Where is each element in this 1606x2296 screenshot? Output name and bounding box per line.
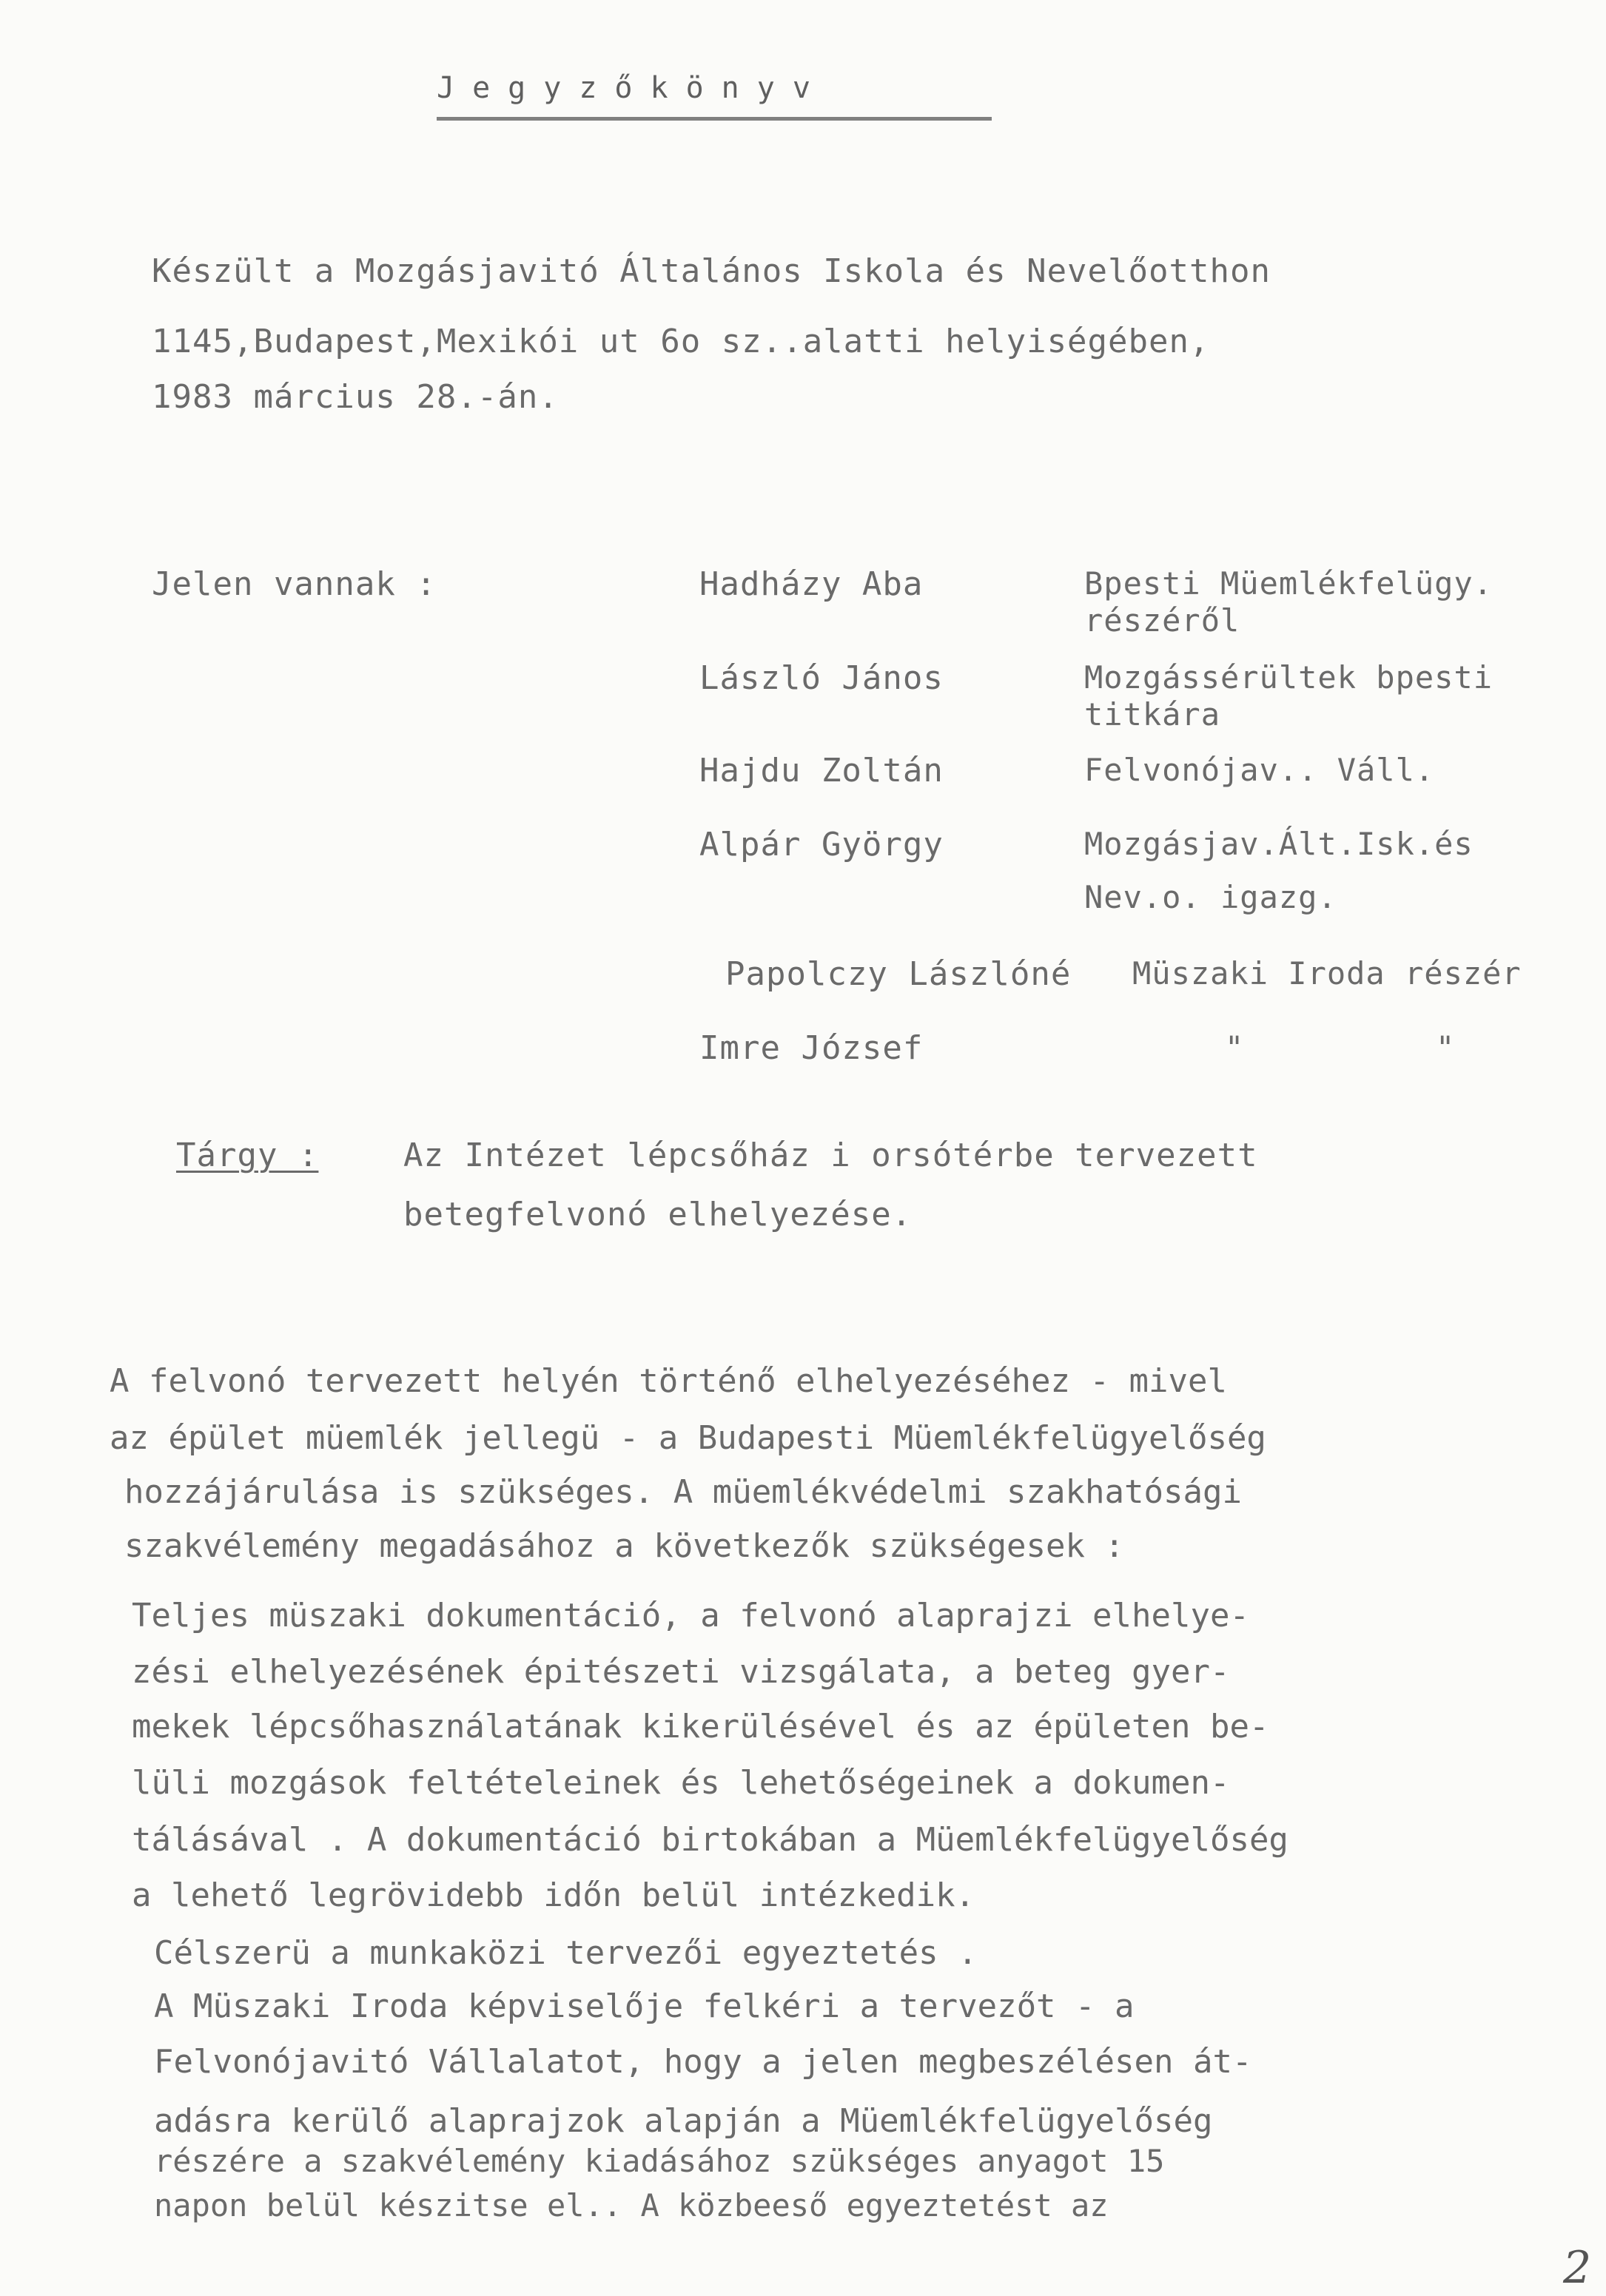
attendee-name: Hadházy Aba [699, 565, 924, 603]
body-line: zési elhelyezésének épitészeti vizsgálata, a beteg gyer- [132, 1653, 1230, 1691]
attendee-name: Imre József [699, 1029, 924, 1067]
ditto-mark: " [1436, 1029, 1456, 1065]
attendee-role: Bpesti Müemlékfelügy. [1084, 565, 1494, 602]
body-line: a lehető legrövidebb időn belül intézkedik. [132, 1876, 975, 1914]
attendee-role: Müszaki Iroda részér [1132, 955, 1522, 992]
body-line: adásra kerülő alaprajzok alapján a Müemlékfelügyelőség [154, 2102, 1213, 2140]
body-line: szakvélemény megadásához a következők szükségesek : [124, 1527, 1125, 1565]
body-line: Felvonójavitó Vállalatot, hogy a jelen megbeszélésen át- [154, 2043, 1252, 2081]
title-underline [437, 117, 992, 121]
attendee-role: Mozgássérültek bpesti [1084, 659, 1494, 696]
body-line: tálásával . A dokumentáció birtokában a Müemlékfelügyelőség [132, 1821, 1289, 1859]
body-line: A Müszaki Iroda képviselője felkéri a tervezőt - a [154, 1987, 1135, 2025]
attendee-role: Mozgásjav.Ált.Isk.és [1084, 826, 1474, 862]
page-number: 2 [1563, 2242, 1592, 2294]
attendee-name: Hajdu Zoltán [699, 752, 944, 790]
body-line: mekek lépcsőhasználatának kikerülésével és az épületen be- [132, 1708, 1269, 1745]
attendee-role: Felvonójav.. Váll. [1084, 752, 1435, 788]
body-line: hozzájárulása is szükséges. A müemlékvédelmi szakhatósági [124, 1473, 1242, 1511]
body-line: napon belül készitse el.. A közbeeső egyeztetést az [154, 2187, 1109, 2223]
body-line: Teljes müszaki dokumentáció, a felvonó alaprajzi elhelye- [132, 1597, 1249, 1635]
body-line: A felvonó tervezett helyén történő elhelyezéséhez - mivel [110, 1362, 1227, 1400]
subject-line-1: Az Intézet lépcsőház i orsótérbe tervezett [403, 1137, 1258, 1174]
attendee-role: részéről [1084, 602, 1240, 639]
attendee-name: László János [699, 659, 944, 697]
subject-label: Tárgy : [176, 1137, 319, 1174]
intro-line-2: 1145,Budapest,Mexikói ut 6o sz..alatti helyiségében, [152, 323, 1210, 360]
document-title: Jegyzőkönyv [437, 71, 828, 105]
attendee-role: titkára [1084, 696, 1221, 733]
body-line: lüli mozgások feltételeinek és lehetőségeinek a dokumen- [132, 1764, 1230, 1802]
attendee-role: Nev.o. igazg. [1084, 879, 1337, 915]
attendance-label: Jelen vannak : [152, 565, 437, 603]
ditto-mark: " [1225, 1029, 1245, 1065]
attendee-name: Papolczy Lászlóné [725, 955, 1072, 993]
subject-line-2: betegfelvonó elhelyezése. [403, 1196, 913, 1233]
body-line: az épület müemlék jellegü - a Budapesti Müemlékfelügyelőség [110, 1419, 1266, 1457]
intro-line-1: Készült a Mozgásjavitó Általános Iskola és Nevelőotthon [152, 252, 1271, 290]
intro-line-3: 1983 március 28.-án. [152, 378, 559, 416]
body-line: részére a szakvélemény kiadásához szükséges anyagot 15 [154, 2143, 1165, 2179]
attendee-name: Alpár György [699, 826, 944, 863]
body-line: Célszerü a munkaközi tervezői egyeztetés . [154, 1934, 978, 1972]
